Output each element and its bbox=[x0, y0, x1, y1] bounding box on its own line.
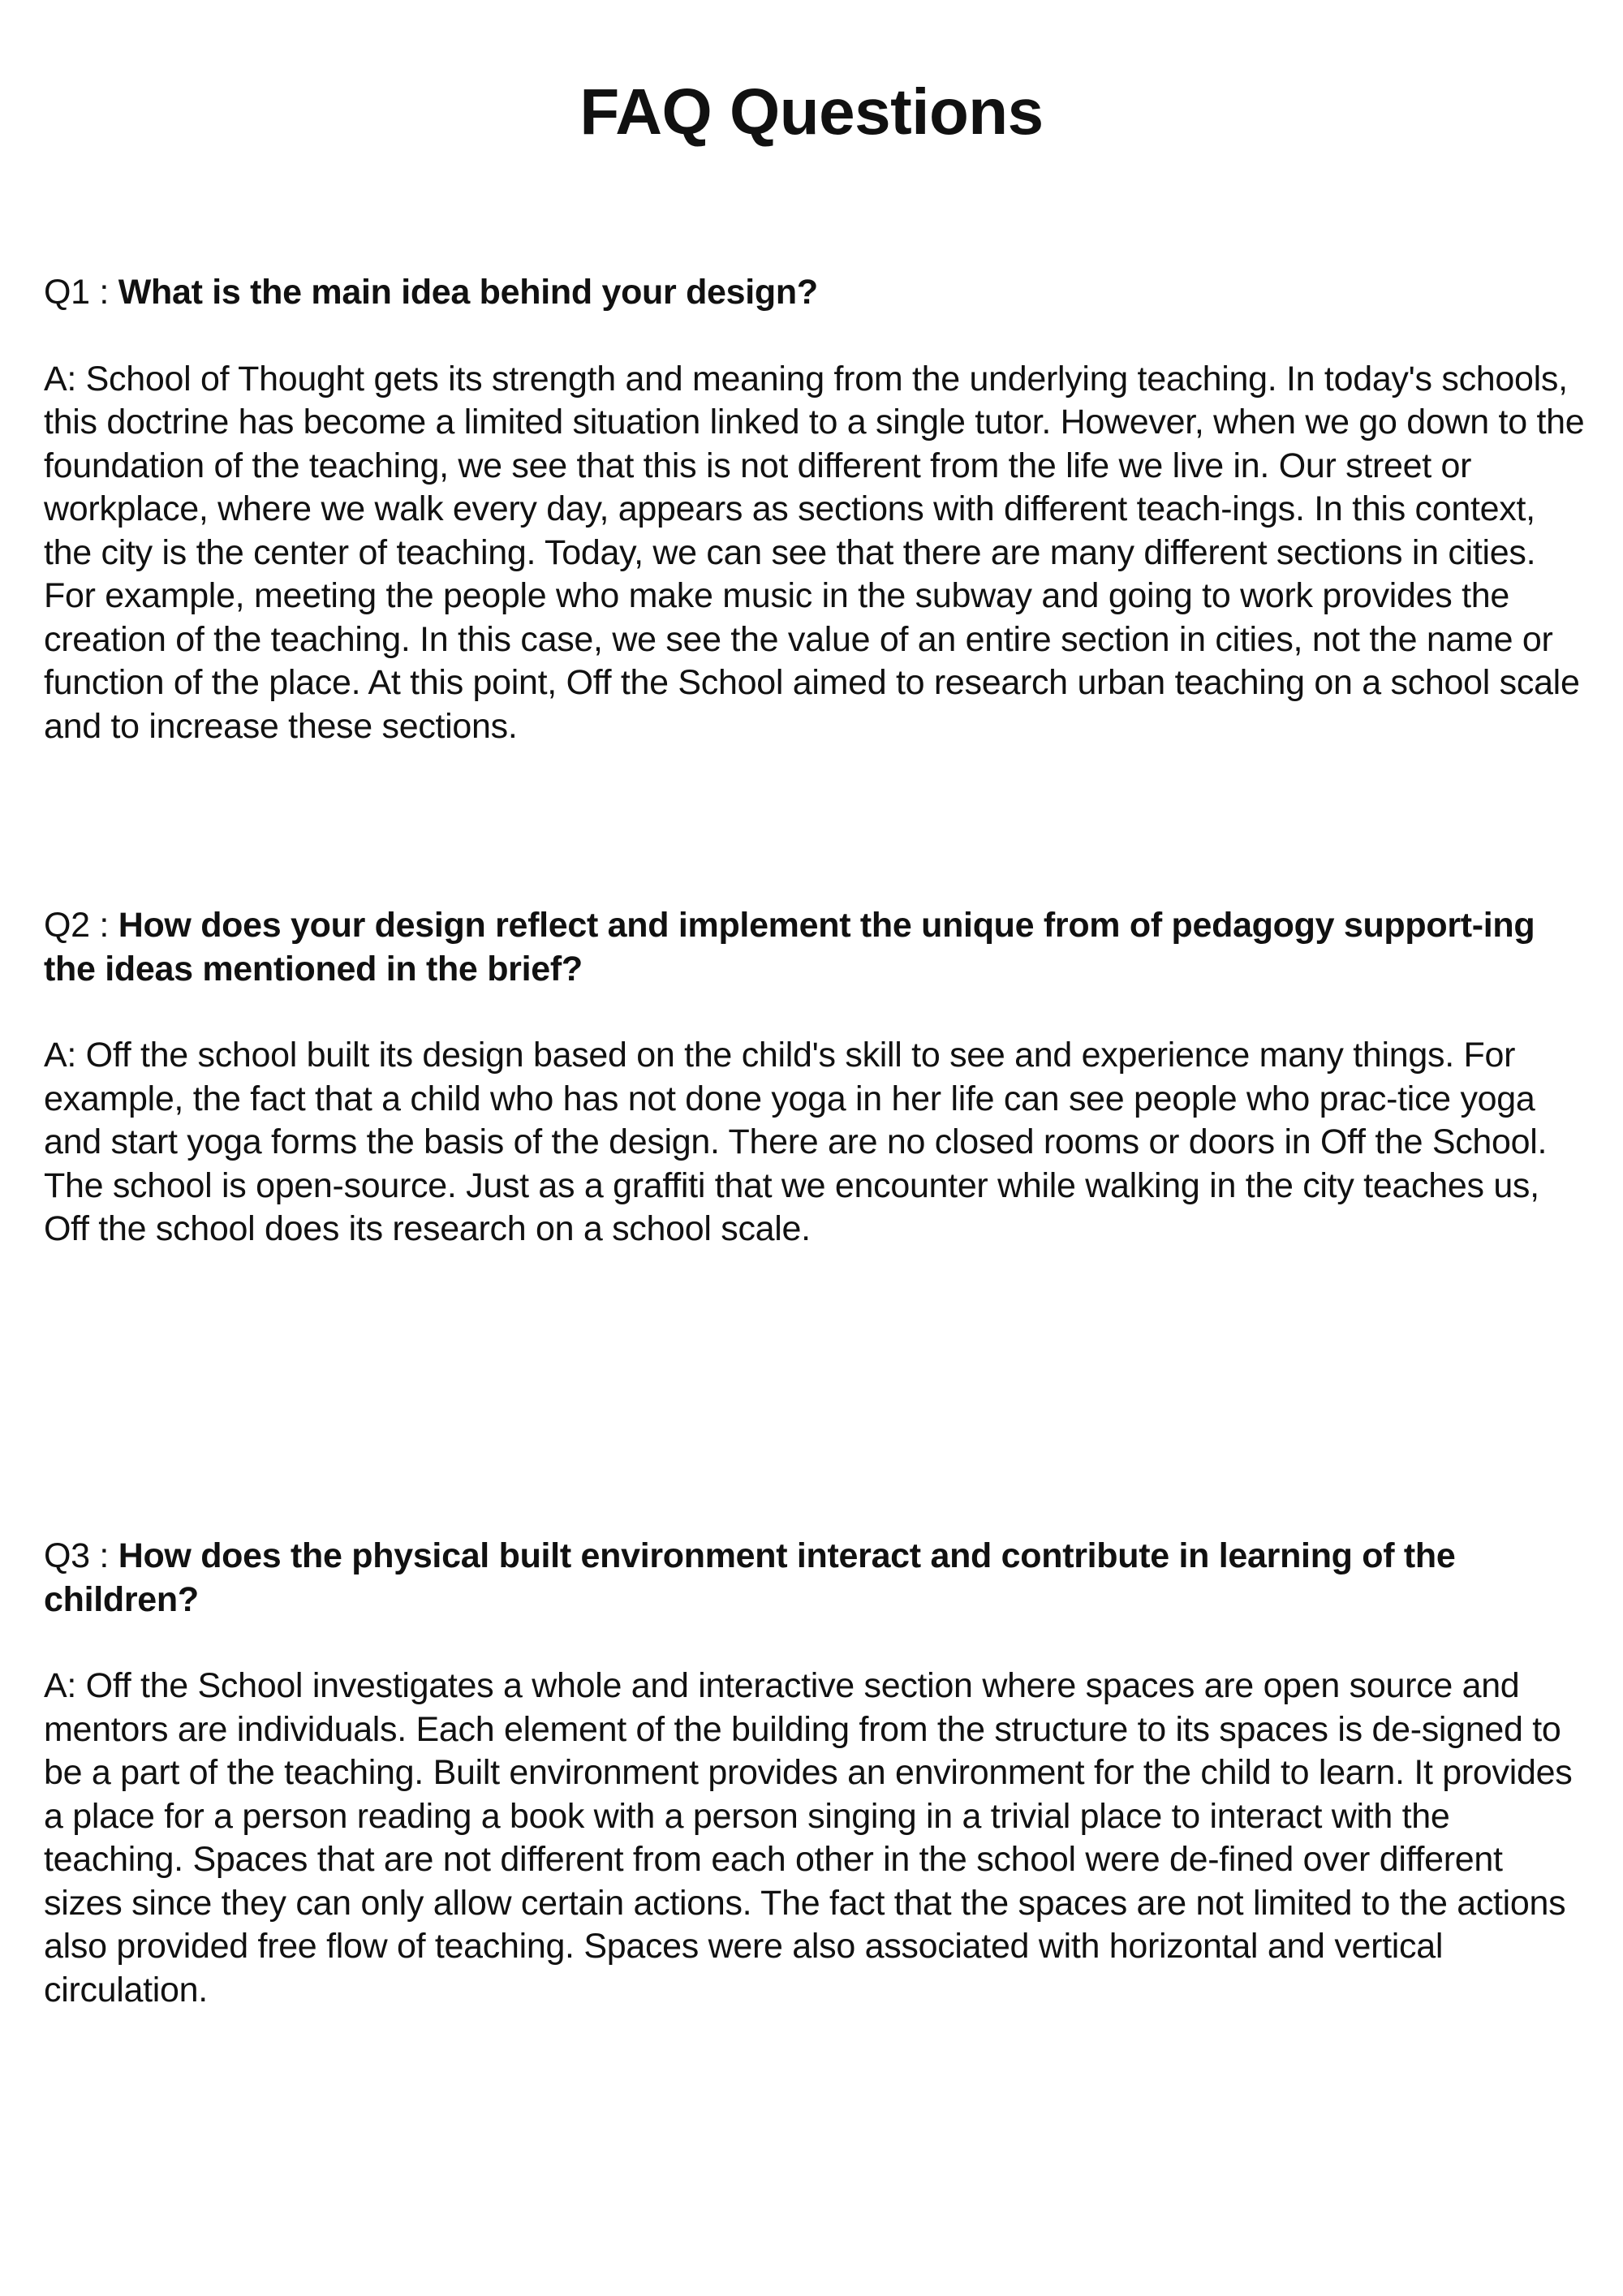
faq-answer: A: School of Thought gets its strength and meaning from the underlying teaching. In today's schools, this doctrine has become a limited situation linked to a single tutor. However, when we go down to the foundation of the teaching, we see that this is not different from the life we live in. Our street or workplace, where we walk every day, appears as sections with different teach-ings. In this context, the city is the center of teaching. Today, we can see that there are many different sections in cities. For example, meeting the people who make music in the subway and going to work provides the creation of the teaching. In this case, we see the value of an entire section in cities, not the name or function of the place. At this point, Off the School aimed to research urban teaching on a school scale and to increase these sections. bbox=[44, 359, 1585, 746]
question-text: How does the physical built environment interact and contribute in learning of the children? bbox=[44, 1536, 1456, 1619]
question-label: Q2 : bbox=[44, 906, 118, 945]
faq-question bbox=[44, 271, 1586, 315]
question-label: Q1 : bbox=[44, 273, 118, 312]
faq-answer: A: Off the School investigates a whole and interactive section where spaces are open source and mentors are individuals. Each element of the building from the structure to its spaces is de-signed to be a part of the teaching. Built environment provides an environment for the child to learn. It provides a place for a person reading a book with a person singing in a trivial place to interact with the teaching. Spaces that are not different from each other in the school were de-fined over different sizes since they can only allow certain actions. The fact that the spaces are not limited to the actions also provided free flow of teaching. Spaces were also associated with horizontal and vertical circulation. bbox=[44, 1666, 1573, 2010]
faq-question bbox=[44, 1535, 1586, 1622]
question-label: Q3 : bbox=[44, 1536, 118, 1575]
faq-answer: A: Off the school built its design based on the child's skill to see and experience many things. For example, the fact that a child who has not done yoga in her life can see people who prac-tice yoga and start yoga forms the basis of the design. There are no closed rooms or doors in Off the School. The school is open-source. Just as a graffiti that we encounter while walking in the city teaches us, Off the school does its research on a school scale. bbox=[44, 1036, 1548, 1248]
question-text: What is the main idea behind your design? bbox=[118, 273, 818, 312]
page-title: FAQ Questions bbox=[579, 75, 1044, 148]
faq-item-2 bbox=[44, 904, 1586, 1251]
faq-item-1 bbox=[44, 271, 1586, 748]
faq-item-3 bbox=[44, 1535, 1586, 2012]
faq-question bbox=[44, 904, 1586, 991]
question-text: How does your design reflect and implement the unique from of pedagogy support-ing the ideas mentioned in the brief? bbox=[44, 906, 1535, 989]
